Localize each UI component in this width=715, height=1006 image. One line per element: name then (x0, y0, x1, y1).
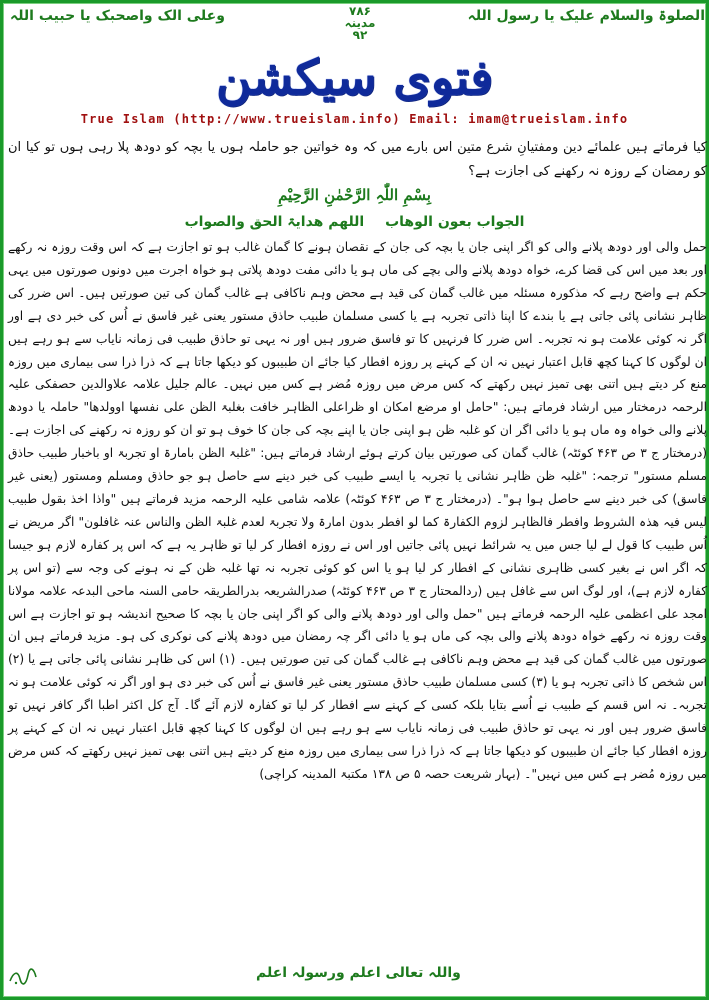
header-code (340, 5, 380, 41)
site-info-line[interactable]: True Islam (http://www.trueislam.info) Email: imam@trueislam.info (80, 112, 629, 126)
salat-right-text: الصلوۃ والسلام علیک یا رسول اللہ (467, 8, 705, 24)
page-title: فتوی سیکشن (215, 50, 494, 106)
signature-icon (8, 965, 38, 987)
code-top: ۷۸۶ (349, 4, 371, 18)
closing-row (0, 965, 715, 989)
code-bottom: ۹۲ (352, 28, 368, 42)
header-row (10, 4, 705, 48)
bismillah: بِسْمِ اللّٰہِ الرَّحْمٰنِ الرَّحِیْمِ (278, 186, 431, 204)
answer-heading-part2: اللھم ھدایۃ الحق والصواب (184, 214, 365, 230)
closing-text: واللہ تعالی اعلم ورسولہ اعلم (256, 965, 461, 981)
salat-left-text: وعلی الک واصحبک یا حبیب اللہ (10, 8, 225, 24)
answer-body (8, 236, 707, 786)
answer-paragraph: حمل والی اور دودھ پلانے والی کو اگر اپنی جان یا بچہ کی جان کے نقصان ہونے کا گمان غالب ہو تو اجازت ہے کہ اس وقت روزہ نہ رکھے اور بعد میں اس کی قضا کرے، خواہ دودھ پلانے والی بچے کی ماں ہو یا دائی مفت دودھ پلاتی ہو خواہ اجرت میں دونوں صورتوں میں یہی حکم ہے واضح رہے کہ مذکورہ مسئلہ میں غالب گمان کی قید ہے محض وہم ناکافی ہے غالب گمان کی تین صورتیں ہیں۔ اس ضرر کی ظاہر نشانی پائی جاتی ہے یا بندے کا اپنا ذاتی تجربہ ہے یا کسی مسلمان طبیب حاذق مستور یعنی غیر فاسق نے اُس کی خبر دی ہے اور اگر نہ کوئی علامت ہو نہ تجربہ۔ اس ضرر کا فرنہیں کا تو فاسق ضرور ہیں اور نہ یہی تو حاذق طبیب فی زمانہ نایاب سے ہو رہے ہیں ان لوگوں کا کہنا کچھ قابل اعتبار نہیں نہ ان کے کہنے پر روزہ افطار کیا جائے ان طبیبوں کو دیکھا جاتا ہے کہ ذرا ذرا سی بیماری میں روزہ منع کر دیتے ہیں اتنی بھی تمیز نہیں رکھتے کہ کس مرض میں روزہ مُضر ہے کس میں نہیں۔ عالم جلیل علامہ علاوالدین حصفکی علیہ الرحمہ درمختار میں ارشاد فرماتے ہیں: "حامل او مرضع امکان او ظراعلی الظاہر خافت بغلبۃ الظن علی نفسھا اوولدھا" حاملہ یا دودھ پلانے والی خواہ وہ ماں ہو یا دائی اگر ان کو غلبہ ظن ہو اپنی جان یا اپنے بچہ کی جان کا خوف ہو تو ان کو روزہ نہ رکھنے کی اجازت ہے۔ (درمختار ج ۳ ص ۴۶۳ کوئٹہ) غالب گمان کی صورتیں بیان کرتے ہوئے ارشاد فرماتے ہیں: "غلبۃ الظن بامارۃ او تجربۃ او باخبار طبیب حاذق مسلم مستور" ترجمہ: "غلبہ ظن ظاہر نشانی یا تجربہ یا ایسے طبیب کی خبر دینے سے حاصل ہو جو حاذق ومسلم ومستور (یعنی غیر فاسق) کی خبر دینے سے حاصل ہوا ہو"۔ (درمختار ج ۳ ص ۴۶۳ کوئٹہ) علامہ شامی علیہ الرحمہ مزید فرماتے ہیں "واذا اخذ بقول طبیب لیس فیہ ھذہ الشروط وافطر فالظاہر لزوم الکفارۃ کما لو افطر بدون امارۃ ولا تجربۃ لعدم غلبۃ الظن والناس عنہ غافلون" اگر مریض نے اُس طبیب کا قول لے لیا جس میں یہ شرائط نہیں پائی جاتیں اور اس نے روزہ افطار کر لیا تو ظاہر یہ ہے کہ اس پر کفارہ لازم ہو جیسا کہ اگر اس نے بغیر کسی ظاہری نشانی کے افطار کر لیا ہو یا اس کو کوئی تجربہ نہ تھا غلبہ ظن کے نہ ہونے کی وجہ سے (تو اس پر کفارہ لازم ہے)، اور لوگ اس سے غافل ہیں (ردالمحتار ج ۳ ص ۴۶۳ کوئٹہ) صدرالشریعہ بدرالطریقہ حامی السنہ ماحی البدعہ علامہ مولانا امجد علی اعظمی علیہ الرحمہ فرماتے ہیں "حمل والی اور دودھ پلانے والی کو اگر اپنی جان یا بچہ کا صحیح اندیشہ ہو تو اجازت ہے اس وقت روزہ نہ رکھے خواہ دودھ پلانے والی بچہ کی ماں ہو یا دائی اگر چہ رمضان میں دودھ پلانے کی نوکری کی ہو۔ مزید فرماتے ہیں ان صورتوں میں غالب گمان کی قید ہے محض وہم ناکافی ہے غالب گمان کی تین صورتیں ہیں۔ (۱) اس کی ظاہر نشانی پائی جاتی ہے یا (۲) اس شخص کا ذاتی تجربہ ہو یا (۳) کسی مسلمان طبیب حاذق مستور یعنی غیر فاسق نے اُس کی خبر دی ہو اور اگر نہ کوئی علامت ہو نہ تجربہ۔ نہ اس قسم کے طبیب نے اُسے بتایا بلکہ کسی کے کہنے سے افطار کر لیا تو کفارہ لازم آئے گا۔ آج کل اکثر اطبا اگر کافر نہیں تو فاسق ضرور ہیں اور نہ یہی تو حاذق طبیب فی زمانہ نایاب سے ہو رہے ہیں ان لوگوں کا کہنا کچھ قابل اعتبار نہیں نہ ان کے کہنے پر روزہ افطار کیا جائے ان طبیبوں کو دیکھا جاتا ہے کہ ذرا ذرا سی بیماری میں روزہ منع کر دیتے ہیں اتنی بھی تمیز نہیں رکھتے کہ کس مرض میں روزہ مُضر ہے کس میں نہیں"۔ (بہار شریعت حصہ ۵ ص ۱۳۸ مکتبۃ المدینہ کراچی) (8, 240, 708, 781)
question-text: کیا فرماتے ہیں علمائے دین ومفتیانِ شرع متین اس بارے میں کہ وہ خواتین جو حاملہ ہوں یا بچہ کو دودھ پلا رہی ہوں تو کیا ان کو رمضان کے روزہ نہ رکھنے کی اجازت ہے؟ (8, 140, 707, 179)
answer-heading-part1: الجواب بعون الوھاب (385, 214, 525, 230)
code-mid: مدینہ (344, 16, 376, 30)
answer-heading (0, 214, 709, 230)
